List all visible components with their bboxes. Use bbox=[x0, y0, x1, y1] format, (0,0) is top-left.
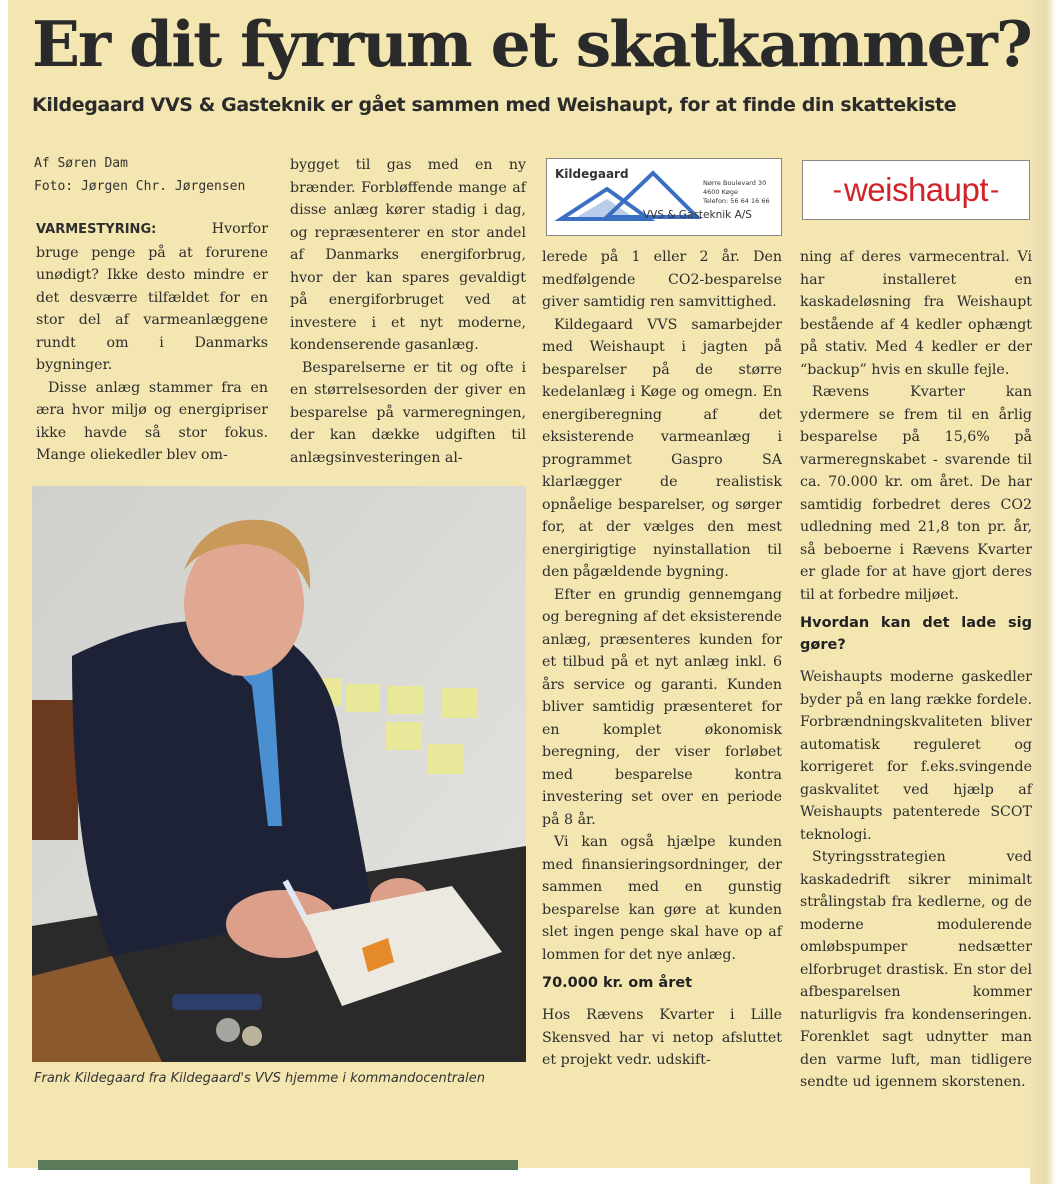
kildegaard-logo bbox=[546, 158, 782, 236]
weishaupt-logo bbox=[802, 160, 1030, 220]
col2-paragraph-2: Besparelserne er tit og ofte i en størrelsesorden der giver en besparelse på varmeregningen, der kan dække udgiften til anlægsinvesteringen al- bbox=[290, 359, 526, 466]
weishaupt-wordmark: weishaupt bbox=[843, 171, 989, 208]
col3-paragraph-5: Hos Rævens Kvarter i Lille Skensved har vi netop afsluttet et projekt vedr. udskift- bbox=[542, 1007, 782, 1068]
col4-paragraph-2: Rævens Kvarter kan ydermere se frem til en årlig besparelse på 15,6% på varmeregnskabet - svarende til ca. 70.000 kr. om året. De har samtidig forbedret deres CO2 udledning med 21,8 ton pr. år, så beboerne i Rævens Kvarter er glade for at have gjort deres til at forbedre miljøet. bbox=[800, 384, 1032, 603]
column-4 bbox=[800, 246, 1032, 1094]
col3-paragraph-3: Efter en grundig gennemgang og beregning af det eksisterende anlæg, præsenteres kunden for et tilbud på et nyt anlæg inkl. 6 års service og garanti. Kunden bliver samtidig præsenteret for en komplet økonomisk beregning, der viser forløbet med besparelse kontra investering set over en periode på 8 år. bbox=[542, 586, 782, 828]
col4-paragraph-4: Styringsstrategien ved kaskadedrift sikrer minimalt strålingstab fra kedlerne, og de moderne modulerende omløbspumper nedsætter elforbruget drastisk. En stor del afbesparelsen kommer naturligvis fra kondenseringen. Forenklet sagt udnytter man den varme luft, man tidligere sendte ud igennem skorstenen. bbox=[800, 849, 1032, 1090]
subheadline: Kildegaard VVS & Gasteknik er gået sammen med Weishaupt, for at finde din skattekiste bbox=[32, 94, 957, 116]
kildegaard-company: VVS & Gasteknik A/S bbox=[643, 209, 752, 221]
col2-paragraph-1: bygget til gas med en ny brænder. Forbløffende mange af disse anlæg kører stadig i dag, og repræsenterer en stor andel af Danmarks energiforbrug, hvor der kan spares gevaldigt på energiforbruget ved at investere i et nyt moderne, kondenserende gasanlæg. bbox=[290, 157, 526, 353]
col1-paragraph-1: VARMESTYRING: Hvorfor bruge penge på at forurene unødigt? Ikke desto mindre er det desværre tilfældet for en stor del af varmeanlæggene rundt om i Danmarks bygninger. bbox=[36, 221, 268, 373]
weishaupt-dash-right: - bbox=[990, 174, 1000, 205]
kildegaard-phone: Telefon: 56 64 16 66 bbox=[703, 197, 770, 205]
col3-subheading: 70.000 kr. om året bbox=[542, 975, 693, 991]
col3-paragraph-2: Kildegaard VVS samarbejder med Weishaupt i jagten på besparelser på de større kedelanlæg i Køge og omegn. En energiberegning af det eksisterende varmeanlæg i programmet Gaspro SA klarlægger de realistisk opnåelige besparelser, og sørger for, at der vælges den mest energirigtige nyinstallation til den pågældende bygning. bbox=[542, 316, 782, 580]
byline-photo: Foto: Jørgen Chr. Jørgensen bbox=[34, 179, 246, 194]
col4-subheading: Hvordan kan det lade sig gøre? bbox=[800, 615, 1032, 653]
bottom-divider bbox=[38, 1160, 518, 1170]
byline bbox=[34, 152, 284, 198]
headline: Er dit fyrrum et skatkammer? bbox=[32, 7, 1031, 81]
article-photo bbox=[32, 486, 526, 1062]
col4-paragraph-1: ning af deres varmecentral. Vi har installeret en kaskadeløsning fra Weishaupt bestående af 4 kedler ophængt på stativ. Med 4 kedler er der “backup” hvis en skulle fejle. bbox=[800, 249, 1032, 378]
column-2 bbox=[290, 154, 526, 469]
byline-author: Af Søren Dam bbox=[34, 156, 128, 171]
photo-caption: Frank Kildegaard fra Kildegaard's VVS hjemme i kommandocentralen bbox=[34, 1071, 485, 1086]
page-edge bbox=[1030, 0, 1056, 1184]
col3-paragraph-4: Vi kan også hjælpe kunden med finansieringsordninger, der sammen med en gunstig besparelse kan gøre at kunden slet ingen penge skal have op af lommen for det nye anlæg. bbox=[542, 834, 782, 963]
lead-word: VARMESTYRING: bbox=[36, 222, 157, 237]
kildegaard-address-1: Nørre Boulevard 30 bbox=[703, 179, 767, 187]
column-3 bbox=[542, 246, 782, 1072]
photo-illustration bbox=[32, 486, 526, 1062]
kildegaard-address-2: 4600 Køge bbox=[703, 188, 738, 196]
column-1 bbox=[36, 218, 268, 467]
col4-paragraph-3: Weishaupts moderne gaskedler byder på en lang række fordele. Forbrændningskvaliteten bliver automatisk reguleret og korrigeret for f.eks.svingende gaskvalitet ved hjælp af Weishaupts patenterede SCOT teknologi. bbox=[800, 669, 1032, 843]
kildegaard-name: Kildegaard bbox=[555, 167, 629, 181]
col3-paragraph-1: lerede på 1 eller 2 år. Den medfølgende CO2-besparelse giver samtidig ren samvittighed. bbox=[542, 249, 782, 310]
weishaupt-dash-left: - bbox=[832, 174, 842, 205]
col1-paragraph-2: Disse anlæg stammer fra en æra hvor miljø og energipriser ikke havde så stor fokus. Mange oliekedler blev om- bbox=[36, 379, 268, 463]
